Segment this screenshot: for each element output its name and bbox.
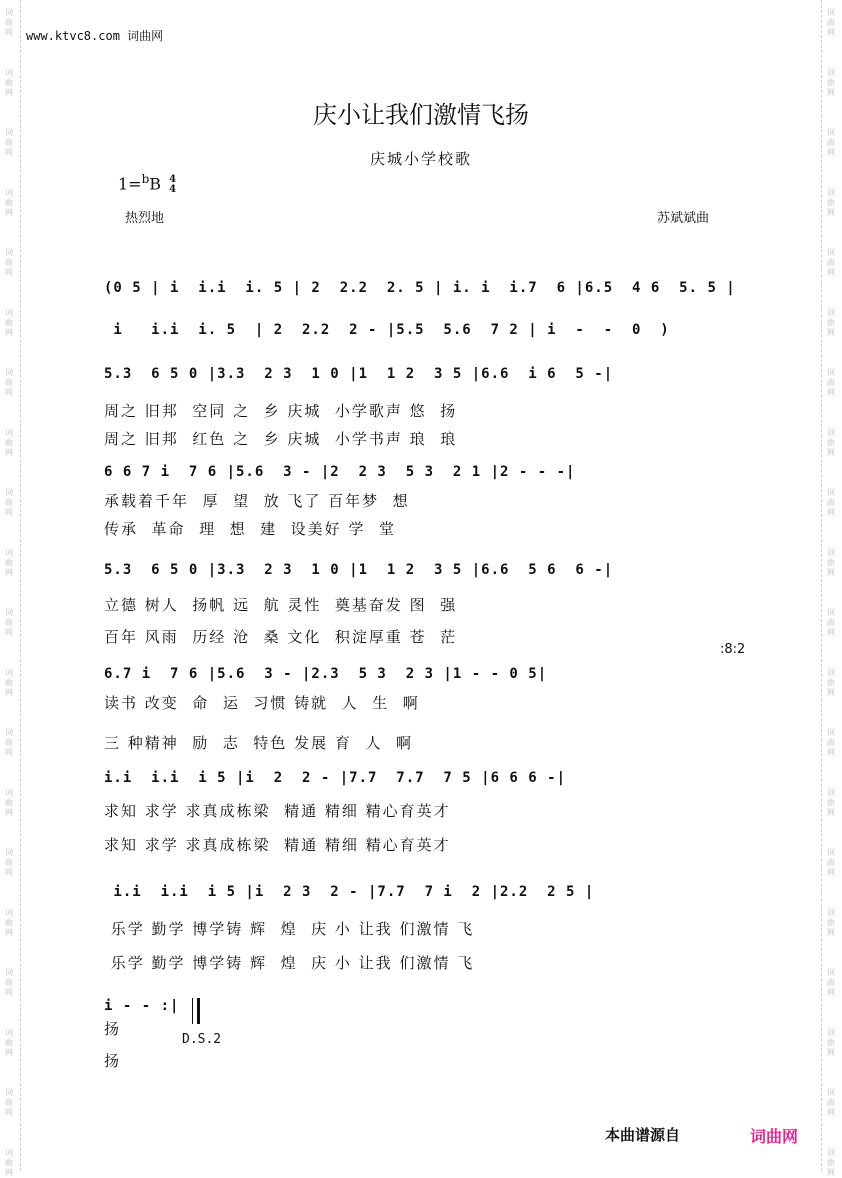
lyric-line: 百年 风雨 历经 沧 桑 文化 积淀厚重 苍 茫 bbox=[104, 628, 458, 646]
side-watermark: 词曲网 bbox=[827, 1028, 835, 1057]
side-watermark: 词曲网 bbox=[5, 1088, 13, 1117]
score-row-9 bbox=[104, 994, 224, 1028]
key-prefix: 1= bbox=[118, 174, 142, 194]
side-watermark: 词曲网 bbox=[827, 1088, 835, 1117]
key-signature bbox=[118, 172, 176, 195]
score-row-4 bbox=[104, 460, 744, 494]
side-watermark: 词曲网 bbox=[5, 428, 13, 457]
side-watermark: 词曲网 bbox=[5, 788, 13, 817]
score-row-2 bbox=[104, 318, 744, 352]
side-watermark: 词曲网 bbox=[5, 68, 13, 97]
side-watermark: 词曲网 bbox=[827, 848, 835, 877]
site-name: 词曲网 bbox=[127, 29, 164, 43]
song-subtitle: 庆城小学校歌 bbox=[369, 150, 472, 168]
notation-line: 6 6 7 i 7 6 |5.6 3 - |2 2 3 5 3 2 1 |2 - - -| bbox=[104, 464, 576, 480]
side-watermark: 词曲网 bbox=[5, 308, 13, 337]
score-row-3 bbox=[104, 362, 744, 396]
side-watermark: 词曲网 bbox=[5, 368, 13, 397]
lyric-line: 传承 革命 理 想 建 设美好 学 堂 bbox=[104, 520, 396, 538]
side-watermark: 词曲网 bbox=[5, 968, 13, 997]
side-watermark: 词曲网 bbox=[5, 548, 13, 577]
notation-line: i.i i.i i 5 |i 2 2 - |7.7 7.7 7 5 |6 6 6 -| bbox=[104, 770, 567, 786]
notation-line: i i.i i. 5 | 2 2.2 2 - |5.5 5.6 7 2 | i - - 0 ) bbox=[104, 322, 670, 338]
lyric-line: 读书 改变 命 运 习惯 铸就 人 生 啊 bbox=[104, 694, 420, 712]
composer: 苏斌斌曲 bbox=[657, 211, 710, 226]
side-watermark: 词曲网 bbox=[827, 968, 835, 997]
side-watermark: 词曲网 bbox=[827, 668, 835, 697]
score-row-5 bbox=[104, 558, 744, 592]
lyric-line: 周之 旧邦 空同 之 乡 庆城 小学歌声 悠 扬 bbox=[104, 402, 458, 420]
side-watermark: 词曲网 bbox=[827, 908, 835, 937]
key-note: B bbox=[149, 174, 162, 194]
side-watermark: 词曲网 bbox=[5, 248, 13, 277]
notation-line: (0 5 | i i.i i. 5 | 2 2.2 2. 5 | i. i i.7 6 |6.5 4 6 5. 5 | bbox=[104, 280, 736, 296]
side-watermark: 词曲网 bbox=[5, 848, 13, 877]
lyric-line: 扬 bbox=[104, 1052, 122, 1070]
side-watermark: 词曲网 bbox=[827, 788, 835, 817]
lyric-line: 立德 树人 扬帆 远 航 灵性 奠基奋发 图 强 bbox=[104, 596, 458, 614]
side-watermark: 词曲网 bbox=[5, 488, 13, 517]
right-margin-strip bbox=[821, 0, 842, 1177]
side-watermark: 词曲网 bbox=[827, 188, 835, 217]
side-watermark: 词曲网 bbox=[5, 8, 13, 37]
notation-line: i.i i.i i 5 |i 2 3 2 - |7.7 7 i 2 |2.2 2 5 | bbox=[104, 884, 595, 900]
side-watermark: 词曲网 bbox=[827, 128, 835, 157]
key-flat: b bbox=[141, 172, 150, 186]
lyric-line: 乐学 勤学 博学铸 辉 煌 庆 小 让我 们激情 飞 bbox=[104, 920, 475, 938]
lyric-line: 周之 旧邦 红色 之 乡 庆城 小学书声 琅 琅 bbox=[104, 430, 458, 448]
side-watermark: 词曲网 bbox=[827, 608, 835, 637]
lyric-line: 求知 求学 求真成栋梁 精通 精细 精心育英才 bbox=[104, 836, 451, 854]
side-watermark: 词曲网 bbox=[5, 188, 13, 217]
side-watermark: 词曲网 bbox=[827, 368, 835, 397]
ds-instruction: D.S.2 bbox=[182, 1032, 222, 1047]
side-watermark: 词曲网 bbox=[5, 668, 13, 697]
source-label: 本曲谱源自 bbox=[605, 1126, 681, 1144]
repeat-barline bbox=[183, 998, 200, 1024]
side-watermark: 词曲网 bbox=[827, 728, 835, 757]
notation-line: 6.7 i 7 6 |5.6 3 - |2.3 5 3 2 3 |1 - - 0 5| bbox=[104, 666, 548, 682]
side-watermark: 词曲网 bbox=[5, 1028, 13, 1057]
lyric-line: 扬 bbox=[104, 1020, 122, 1038]
side-watermark: 词曲网 bbox=[827, 68, 835, 97]
side-watermark: 词曲网 bbox=[827, 248, 835, 277]
side-watermark: 词曲网 bbox=[827, 548, 835, 577]
song-title: 庆小让我们激情飞扬 bbox=[313, 101, 529, 129]
time-bottom: 4 bbox=[169, 183, 177, 195]
score-row-7 bbox=[104, 766, 744, 800]
side-watermark: 词曲网 bbox=[827, 1148, 835, 1177]
side-watermark: 词曲网 bbox=[827, 308, 835, 337]
side-watermark: 词曲网 bbox=[5, 908, 13, 937]
score-row-6 bbox=[104, 662, 744, 696]
tempo-marking: 热烈地 bbox=[125, 211, 165, 226]
site-header[interactable] bbox=[26, 27, 163, 44]
notation-line: i - - :| bbox=[104, 998, 180, 1014]
side-watermark: 词曲网 bbox=[5, 728, 13, 757]
side-watermark: 词曲网 bbox=[827, 8, 835, 37]
brand-logo[interactable]: 词曲网 bbox=[750, 1127, 799, 1146]
score-row-8 bbox=[104, 880, 744, 914]
ds-mark: :8:2 bbox=[720, 642, 746, 657]
lyric-line: 乐学 勤学 博学铸 辉 煌 庆 小 让我 们激情 飞 bbox=[104, 954, 475, 972]
notation-line: 5.3 6 5 0 |3.3 2 3 1 0 |1 1 2 3 5 |6.6 5 6 6 -| bbox=[104, 562, 614, 578]
side-watermark: 词曲网 bbox=[5, 128, 13, 157]
time-signature bbox=[169, 175, 176, 195]
side-watermark: 词曲网 bbox=[827, 428, 835, 457]
lyric-line: 求知 求学 求真成栋梁 精通 精细 精心育英才 bbox=[104, 802, 451, 820]
lyric-line: 承载着千年 厚 望 放 飞了 百年梦 想 bbox=[104, 492, 410, 510]
score-row-1 bbox=[104, 276, 744, 310]
left-margin-strip bbox=[0, 0, 21, 1177]
lyric-line: 三 种精神 励 志 特色 发展 育 人 啊 bbox=[104, 734, 413, 752]
notation-line: 5.3 6 5 0 |3.3 2 3 1 0 |1 1 2 3 5 |6.6 i 6 5 -| bbox=[104, 366, 614, 382]
time-top: 4 bbox=[169, 173, 177, 185]
side-watermark: 词曲网 bbox=[5, 1148, 13, 1177]
site-url[interactable]: www.ktvc8.com bbox=[26, 29, 120, 43]
side-watermark: 词曲网 bbox=[827, 488, 835, 517]
side-watermark: 词曲网 bbox=[5, 608, 13, 637]
